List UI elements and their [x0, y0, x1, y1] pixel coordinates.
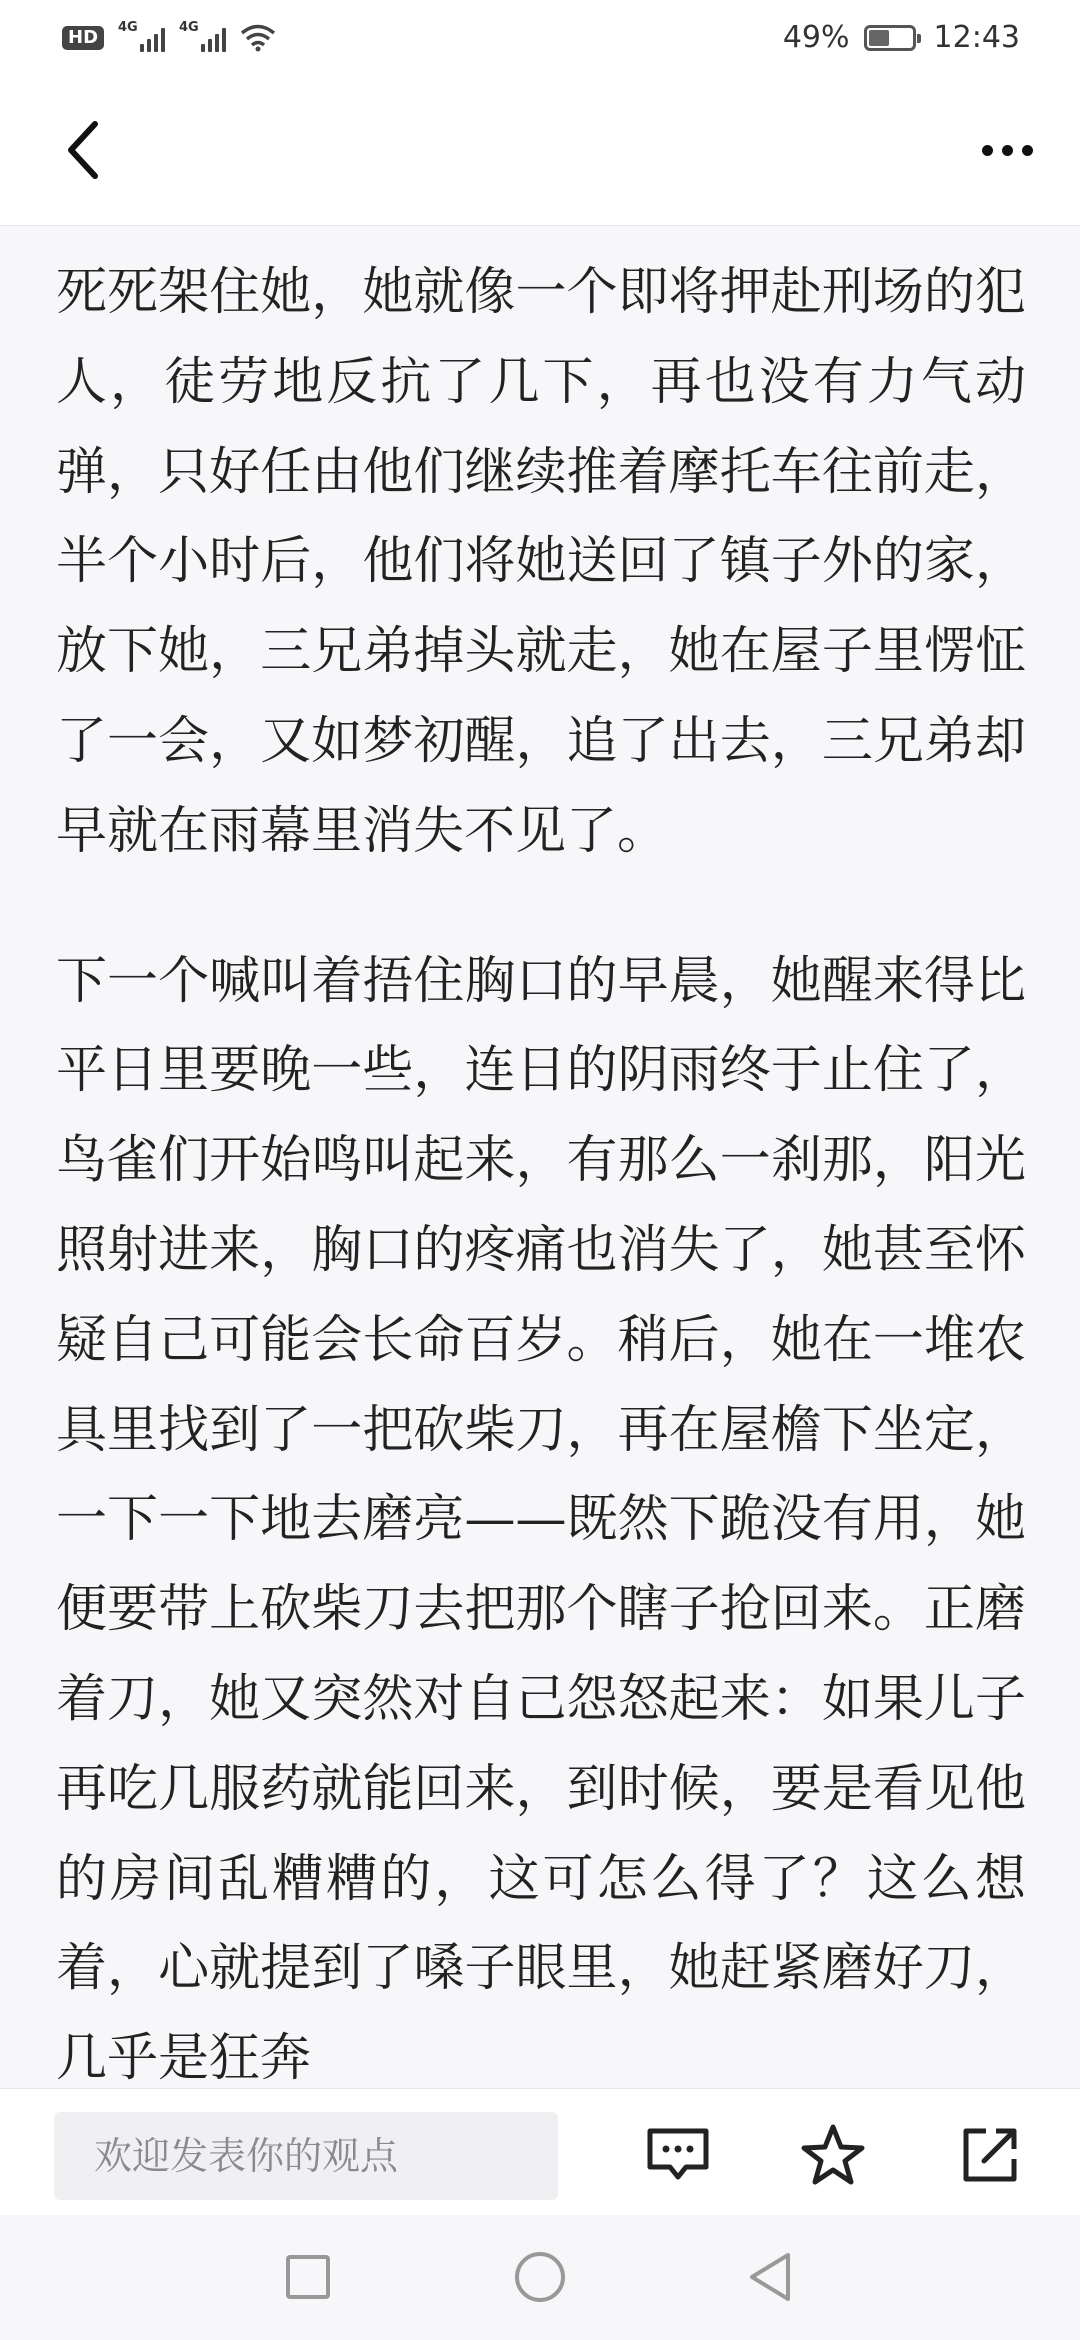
article-paragraph: 死死架住她，她就像一个即将押赴刑场的犯人，徒劳地反抗了几下，再也没有力气动弹，只好任由他们继续推着摩托车往前走，半个小时后，他们将她送回了镇子外的家，放下她，三兄弟掉头就走，她在屋子里愣怔了一会，又如梦初醒，追了出去，三兄弟却早就在雨幕里消失不见了。	[56, 263, 1026, 861]
hd-badge: HD	[62, 26, 104, 50]
share-button[interactable]	[950, 2115, 1030, 2195]
more-button[interactable]	[962, 115, 1052, 185]
system-nav-bar	[0, 2215, 1080, 2340]
system-back-button[interactable]	[738, 2245, 802, 2309]
wifi-icon	[240, 24, 276, 52]
more-horizontal-icon	[982, 145, 993, 156]
chevron-left-icon	[63, 120, 103, 180]
comment-bar	[0, 2088, 1080, 2215]
circle-icon	[513, 2250, 567, 2304]
star-icon	[800, 2123, 866, 2187]
comment-icon	[646, 2125, 710, 2185]
app-header	[0, 75, 1080, 226]
clock: 12:43	[933, 20, 1020, 55]
more-dot	[1022, 145, 1033, 156]
back-button[interactable]	[48, 115, 118, 185]
home-button[interactable]	[508, 2245, 572, 2309]
article-paragraph: 下一个喊叫着捂住胸口的早晨，她醒来得比平日里要晚一些，连日的阴雨终于止住了，鸟雀们开始鸣叫起来，有那么一刹那，阳光照射进来，胸口的疼痛也消失了，她甚至怀疑自己可能会长命百岁。稍后，她在一堆农具里找到了一把砍柴刀，再在屋檐下坐定，一下一下地去磨亮——既然下跪没有用，她便要带上砍柴刀去把那个瞎子抢回来。正磨着刀，她又突然对自己怨怒起来：如果儿子再吃几服药就能回来，到时候，要是看见他的房间乱糟糟的，这可怎么得了？这么想着，心就提到了嗓子眼里，她赶紧磨好刀，几乎是狂奔	[56, 951, 1026, 2089]
more-dot	[1002, 145, 1013, 156]
comment-input[interactable]	[54, 2112, 558, 2200]
status-right	[783, 20, 1020, 55]
favorite-button[interactable]	[793, 2115, 873, 2195]
signal-2-label: 4G	[179, 19, 199, 35]
battery-fill	[869, 30, 890, 46]
battery-percent: 49%	[782, 20, 850, 55]
comment-button[interactable]	[638, 2115, 718, 2195]
recent-apps-button[interactable]	[276, 2245, 340, 2309]
battery-icon	[864, 25, 916, 51]
triangle-back-icon	[746, 2251, 794, 2303]
signal-1-label: 4G	[118, 19, 138, 35]
article-body	[56, 248, 1026, 2104]
status-bar	[0, 0, 1080, 75]
square-icon	[284, 2253, 332, 2301]
signal-2-icon	[179, 19, 226, 52]
status-left	[62, 19, 276, 52]
share-icon	[960, 2125, 1020, 2185]
signal-1-icon	[118, 19, 165, 52]
